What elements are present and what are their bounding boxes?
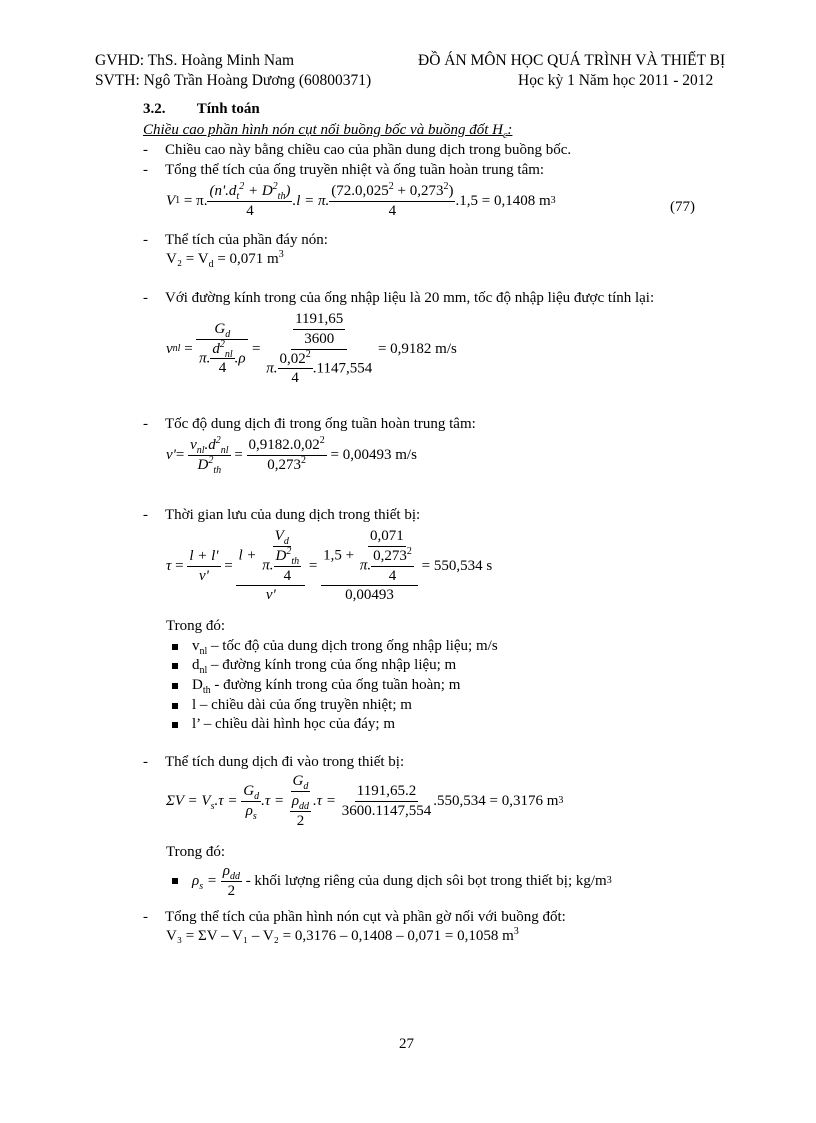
line-8-text: Thể tích dung dịch đi vào trong thiết bị:: [165, 754, 405, 770]
header-supervisor: GVHD: ThS. Hoàng Minh Nam: [95, 52, 295, 69]
equation-number: (77): [670, 199, 695, 215]
list-item: l – chiều dài của ống truyền nhiệt; m: [172, 697, 412, 714]
subheading-sub: c: [502, 130, 508, 141]
tau-result: = 550,534 s: [421, 557, 493, 574]
eq77-lhs: V: [166, 192, 176, 209]
equation-sumV: $\Sigma V = V_s.\tau$ = $\frac{G_d}{\rho_s}$ .τ = $\frac{G_d}{\frac{\rho_{dd}}{2}}$ .τ = $\frac{1191,65.2}{3600.1147,554}$ .550,534 = 0,3176 m 3: [166, 773, 564, 829]
line-3-text: Thể tích của phần đáy nón:: [165, 232, 328, 248]
equation-77: V 1 = π. $\frac{(n'.d_t^2 + D^2_{th})}{4}$ .l = π. $\frac{(72.0,025^2 + 0,273^2)}{4}$ .1,5 = 0,1408 m 3: [166, 181, 556, 219]
line-5: - Với đường kính trong của ống nhập liệu là 20 mm, tốc độ nhập liệu được tính lại:: [143, 290, 655, 306]
tau-frac-3: 1,5 + 0,071 π. $\frac{0,273^2}{4}$ 0,00493: [321, 527, 418, 605]
tau-frac-2: l + $V_d$ π. $\frac{D^2_{th}}{4}$ v': [236, 527, 305, 605]
line-9: - Tổng thể tích của phần hình nón cụt và phần gờ nối với buồng đốt:: [143, 909, 566, 925]
header-course: ĐỒ ÁN MÔN HỌC QUÁ TRÌNH VÀ THIẾT BỊ: [418, 52, 726, 69]
line-4: $V_2 = V_d = 0,071$ $m^3$: [166, 249, 284, 270]
line-1-text: Chiều cao này bằng chiều cao của phần dung dịch trong buồng bốc.: [165, 142, 572, 158]
vprime-frac-2: $\frac{0,9182.0,02^2}{0,273^2}$: [248, 435, 325, 473]
bullet-2-text: - khối lượng riêng của dung dịch sôi bọt trong thiết bị; kg/m: [245, 872, 607, 889]
line-10-text: V₃ = ΣV – V₁ – V₂ = 0,3176 – 0,1408 – 0,071 = 0,1058 m: [166, 928, 514, 944]
line-4a: V₂ = V: [166, 251, 209, 267]
subheading: [143, 122, 512, 139]
list-item: $d_{nl}$ – đường kính trong của ống nhập liệu; m: [172, 657, 456, 674]
equation-vnl: v nl = $G_d$ π. $\frac{d^2_{nl}}{4}$ .ρ = $\frac{1191,65}{3600}$ π. $\frac{0,02^2}{4}$ .1147,554 = 0,9182 m/s: [166, 311, 457, 387]
tau-frac-1: $\frac{l + l'}{v'}$: [189, 547, 219, 584]
list-item: $\rho_s$ = $\frac{\rho_{dd}}{2}$ - khối lượng riêng của dung dịch sôi bọt trong thiết bị; kg/m 3: [172, 862, 612, 901]
equation-tau: τ = $\frac{l + l'}{v'}$ = l + $V_d$ π. $\frac{D^2_{th}}{4}$ v' = 1,5 + 0,071 π. $\frac{0,273^2}{4}$ 0,00493 = 550,534 s: [166, 528, 493, 604]
header-student: SVTH: Ngô Trần Hoàng Dương (60800371): [95, 72, 372, 89]
list-item: $D_{th}$ - đường kính trong của ống tuần hoàn; m: [172, 677, 460, 694]
line-6-text: Tốc độ dung dịch đi trong ống tuần hoàn trung tâm:: [165, 416, 476, 432]
line-10: V₃ = ΣV – V₁ – V₂ = 0,3176 – 0,1408 – 0,071 = 0,1058 $m^3$: [166, 926, 519, 944]
vnl-frac-2: $\frac{1191,65}{3600}$ π. $\frac{0,02^2}{4}$ .1147,554: [266, 311, 373, 387]
line-3: - Thể tích của phần đáy nón:: [143, 232, 328, 248]
trong-do-2: Trong đó:: [166, 844, 226, 860]
line-1: - Chiều cao này bằng chiều cao của phần dung dịch trong buồng bốc.: [143, 142, 572, 158]
line-2-text: Tổng thể tích của ống truyền nhiệt và ống tuần hoàn trung tâm:: [165, 162, 545, 178]
vnl-result: = 0,9182 m/s: [377, 340, 457, 357]
header-semester: Học kỳ 1 Năm học 2011 - 2012: [518, 72, 714, 89]
trong-do-1: Trong đó:: [166, 618, 226, 634]
eq77-frac-2: $\frac{(72.0,025^2 + 0,273^2)}{4}$: [331, 181, 454, 219]
eq77-tail: .1,5 = 0,1408 m: [455, 192, 551, 209]
line-4b: = 0,071 m: [217, 251, 279, 267]
section-heading: [143, 101, 260, 118]
line-7-text: Thời gian lưu của dung dịch trong thiết bị:: [165, 507, 421, 523]
subheading-text: Chiều cao phần hình nón cụt nối buồng bốc và buồng đốt H: [143, 122, 503, 138]
sumV-frac-1: $\frac{G_d}{\rho_s}$: [243, 782, 260, 822]
line-8: - Thể tích dung dịch đi vào trong thiết bị:: [143, 754, 405, 770]
sumV-frac-2: $\frac{G_d}{\frac{\rho_{dd}}{2}}$: [291, 773, 310, 829]
section-title: Tính toán: [196, 101, 260, 117]
section-number: 3.2.: [143, 101, 166, 117]
eq77-frac-1: $\frac{(n'.d_t^2 + D^2_{th})}{4}$: [209, 181, 291, 219]
sumV-result: .550,534 = 0,3176 m: [433, 792, 559, 809]
line-2: - Tổng thể tích của ống truyền nhiệt và ống tuần hoàn trung tâm:: [143, 162, 545, 178]
vprime-frac-1: $\frac{v_{nl}.d^2_{nl}}{D^2_{th}}$: [190, 435, 229, 476]
list-item: l’ – chiều dài hình học của đáy; m: [172, 716, 395, 733]
sumV-frac-3: $\frac{1191,65.2}{3600.1147,554}$: [341, 782, 432, 819]
line-7: - Thời gian lưu của dung dịch trong thiết bị:: [143, 507, 421, 523]
line-5-text: Với đường kính trong của ống nhập liệu là 20 mm, tốc độ nhập liệu được tính lại:: [165, 290, 655, 306]
page-number: 27: [399, 1036, 414, 1052]
line-9-text: Tổng thể tích của phần hình nón cụt và phần gờ nối với buồng đốt:: [165, 909, 566, 925]
line-6: - Tốc độ dung dịch đi trong ống tuần hoàn trung tâm:: [143, 416, 476, 432]
vnl-frac-1: $G_d$ π. $\frac{d^2_{nl}}{4}$ .ρ: [196, 320, 248, 378]
vprime-result: = 0,00493 m/s: [330, 446, 417, 463]
equation-vprime: v' = $\frac{v_{nl}.d^2_{nl}}{D^2_{th}}$ = $\frac{0,9182.0,02^2}{0,273^2}$ = 0,00493 m/s: [166, 435, 417, 476]
subheading-end: :: [507, 122, 513, 138]
eq77-mid: .l = π.: [292, 192, 330, 209]
list-item: $v_{nl}$ – tốc độ của dung dịch trong ống nhập liệu; m/s: [172, 638, 498, 655]
